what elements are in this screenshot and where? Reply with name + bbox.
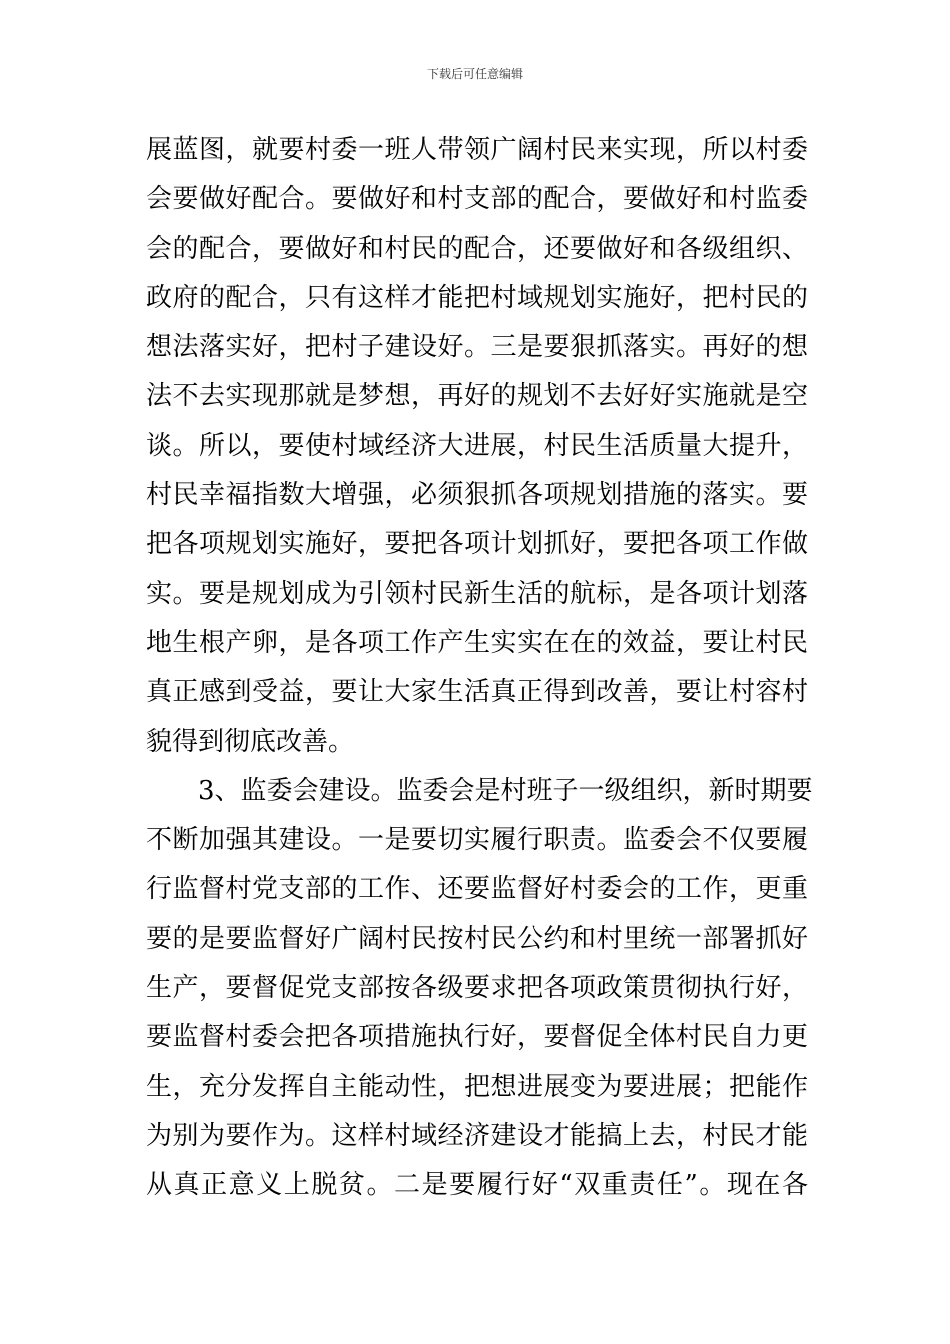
text-line: 不断加强其建设。一是要切实履行职责。监委会不仅要履 (146, 825, 808, 856)
text-line: 村民幸福指数大增强，必须狠抓各项规划措施的落实。要 (146, 480, 808, 511)
text-line: 为别为要作为。这样村域经济建设才能搞上去，村民才能 (146, 1120, 808, 1151)
paragraph-end-line: 貌得到彻底改善。 (146, 726, 355, 757)
text-line: 生，充分发挥自主能动性，把想进展变为要进展；把能作 (146, 1071, 808, 1102)
text-line: 会的配合，要做好和村民的配合，还要做好和各级组织、 (146, 233, 808, 264)
text-line: 法不去实现那就是梦想，再好的规划不去好好实施就是空 (146, 381, 808, 412)
text-line: 想法落实好，把村子建设好。三是要狠抓落实。再好的想 (146, 332, 808, 363)
text-line: 会要做好配合。要做好和村支部的配合，要做好和村监委 (146, 184, 808, 215)
text-line: 真正感到受益，要让大家生活真正得到改善，要让村容村 (146, 677, 808, 708)
text-line: 行监督村党支部的工作、还要监督好村委会的工作，更重 (146, 874, 808, 905)
text-line: 从真正意义上脱贫。二是要履行好“双重责任”。现在各 (146, 1170, 808, 1201)
text-line: 要的是要监督好广阔村民按村民公约和村里统一部署抓好 (146, 923, 808, 954)
text-line: 生产，要督促党支部按各级要求把各项政策贯彻执行好， (146, 973, 808, 1004)
text-line: 要监督村委会把各项措施执行好，要督促全体村民自力更 (146, 1022, 808, 1053)
section-heading-line: 3、监委会建设。监委会是村班子一级组织，新时期要 (198, 775, 813, 806)
body-text (146, 126, 813, 1211)
text-line: 政府的配合，只有这样才能把村域规划实施好，把村民的 (146, 282, 808, 313)
text-line: 地生根产卵，是各项工作产生实实在在的效益，要让村民 (146, 627, 808, 658)
text-line: 实。要是规划成为引领村民新生活的航标，是各项计划落 (146, 578, 808, 609)
text-line: 展蓝图，就要村委一班人带领广阔村民来实现，所以村委 (146, 135, 808, 165)
text-line: 把各项规划实施好，要把各项计划抓好，要把各项工作做 (146, 529, 808, 560)
header-note: 下载后可任意编辑 (426, 67, 523, 81)
text-line: 谈。所以，要使村域经济大进展，村民生活质量大提升， (146, 430, 808, 461)
